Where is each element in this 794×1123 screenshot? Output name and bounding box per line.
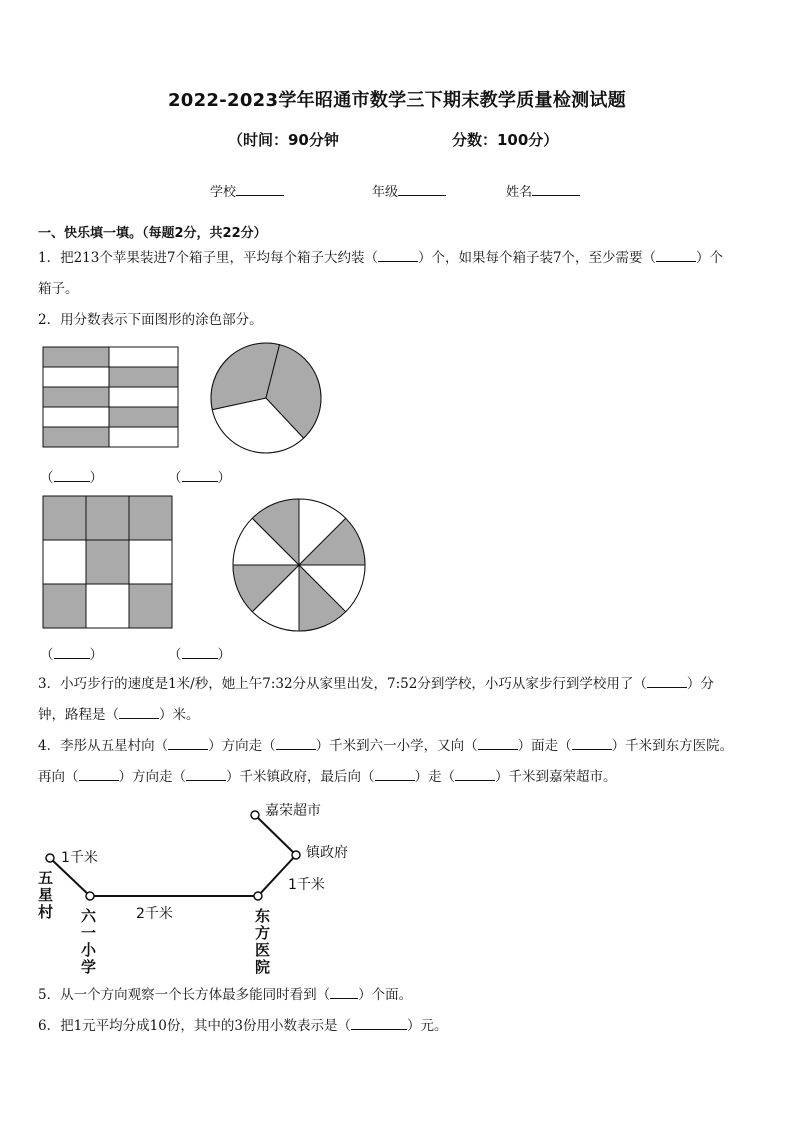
q2-answer-3[interactable]: （ ）	[40, 643, 103, 663]
figure-striped-rectangle	[43, 347, 178, 447]
page-title: 2022-2023学年昭通市数学三下期末教学质量检测试题	[167, 90, 627, 111]
grade-label: 年级	[372, 185, 399, 200]
map-label-distance-3: 1千米	[288, 877, 325, 893]
question-6: 6．把1元平均分成10份，其中的3份用小数表示是（ ）元。	[38, 1011, 447, 1042]
name-label: 姓名	[506, 185, 533, 200]
q2-answer-4[interactable]: （ ）	[168, 643, 231, 663]
section-heading: 一、快乐填一填。（每题2分，共22分）	[38, 226, 267, 241]
school-label: 学校	[210, 185, 237, 200]
map-label-distance-1: 1千米	[61, 850, 98, 866]
q6-blank[interactable]	[351, 1015, 407, 1030]
q2-answer-2[interactable]: （ ）	[168, 466, 231, 486]
question-1-line-2: 箱子。	[38, 281, 79, 297]
q4-blank[interactable]	[478, 735, 518, 750]
question-3-line-2: 钟，路程是（ ）米。	[38, 700, 200, 731]
q4-blank[interactable]	[572, 735, 612, 750]
question-2-text: 2．用分数表示下面图形的涂色部分。	[38, 312, 263, 328]
q4-blank[interactable]	[79, 766, 119, 781]
q1-text-b: ）个，如果每个箱子装7个，至少需要（	[417, 250, 657, 266]
map-label-distance-2: 2千米	[136, 906, 173, 922]
score-label: 分数：100分）	[452, 131, 559, 149]
figure-circle-eighths	[233, 499, 365, 631]
question-3-line-1: 3．小巧步行的速度是1米/秒，她上午7:32分从家里出发，7:52分到学校，小巧从家步行到学校用了（ ）分	[38, 669, 714, 700]
q4-blank[interactable]	[375, 766, 415, 781]
time-label: （时间：90分钟	[228, 131, 339, 149]
q1-text-a: 1．把213个苹果装进7个箱子里，平均每个箱子大约装（	[38, 250, 378, 266]
q4-blank[interactable]	[168, 735, 208, 750]
figure-circle-thirds	[211, 343, 321, 453]
map-label-chaoshi: 嘉荣超市	[265, 803, 321, 819]
q1-text-c: ）个	[696, 250, 724, 266]
q4-blank[interactable]	[276, 735, 316, 750]
question-4-line-1: 4．李彤从五星村向（ ）方向走（ ）千米到六一小学，又向（ ）面走（ ）千米到东方医院。	[38, 731, 733, 762]
q4-blank[interactable]	[186, 766, 226, 781]
question-4-line-2: 再向（ ）方向走（ ）千米镇政府，最后向（ ）走（ ）千米到嘉荣超市。	[38, 762, 617, 793]
map-label-zhengfu: 镇政府	[306, 845, 348, 861]
q5-blank[interactable]	[330, 984, 358, 999]
figure-grid-3x3	[43, 496, 172, 628]
q2-answer-1[interactable]: （ ）	[40, 466, 103, 486]
q4-blank[interactable]	[455, 766, 495, 781]
map-label-wuxingcun: 五星村	[38, 869, 54, 921]
q3-blank-1[interactable]	[647, 673, 687, 688]
map-label-liuyi: 六一小学	[81, 907, 97, 976]
question-5: 5．从一个方向观察一个长方体最多能同时看到（ ）个面。	[38, 980, 412, 1011]
map-label-dongfang: 东方医院	[255, 907, 271, 976]
q3-blank-2[interactable]	[119, 704, 159, 719]
